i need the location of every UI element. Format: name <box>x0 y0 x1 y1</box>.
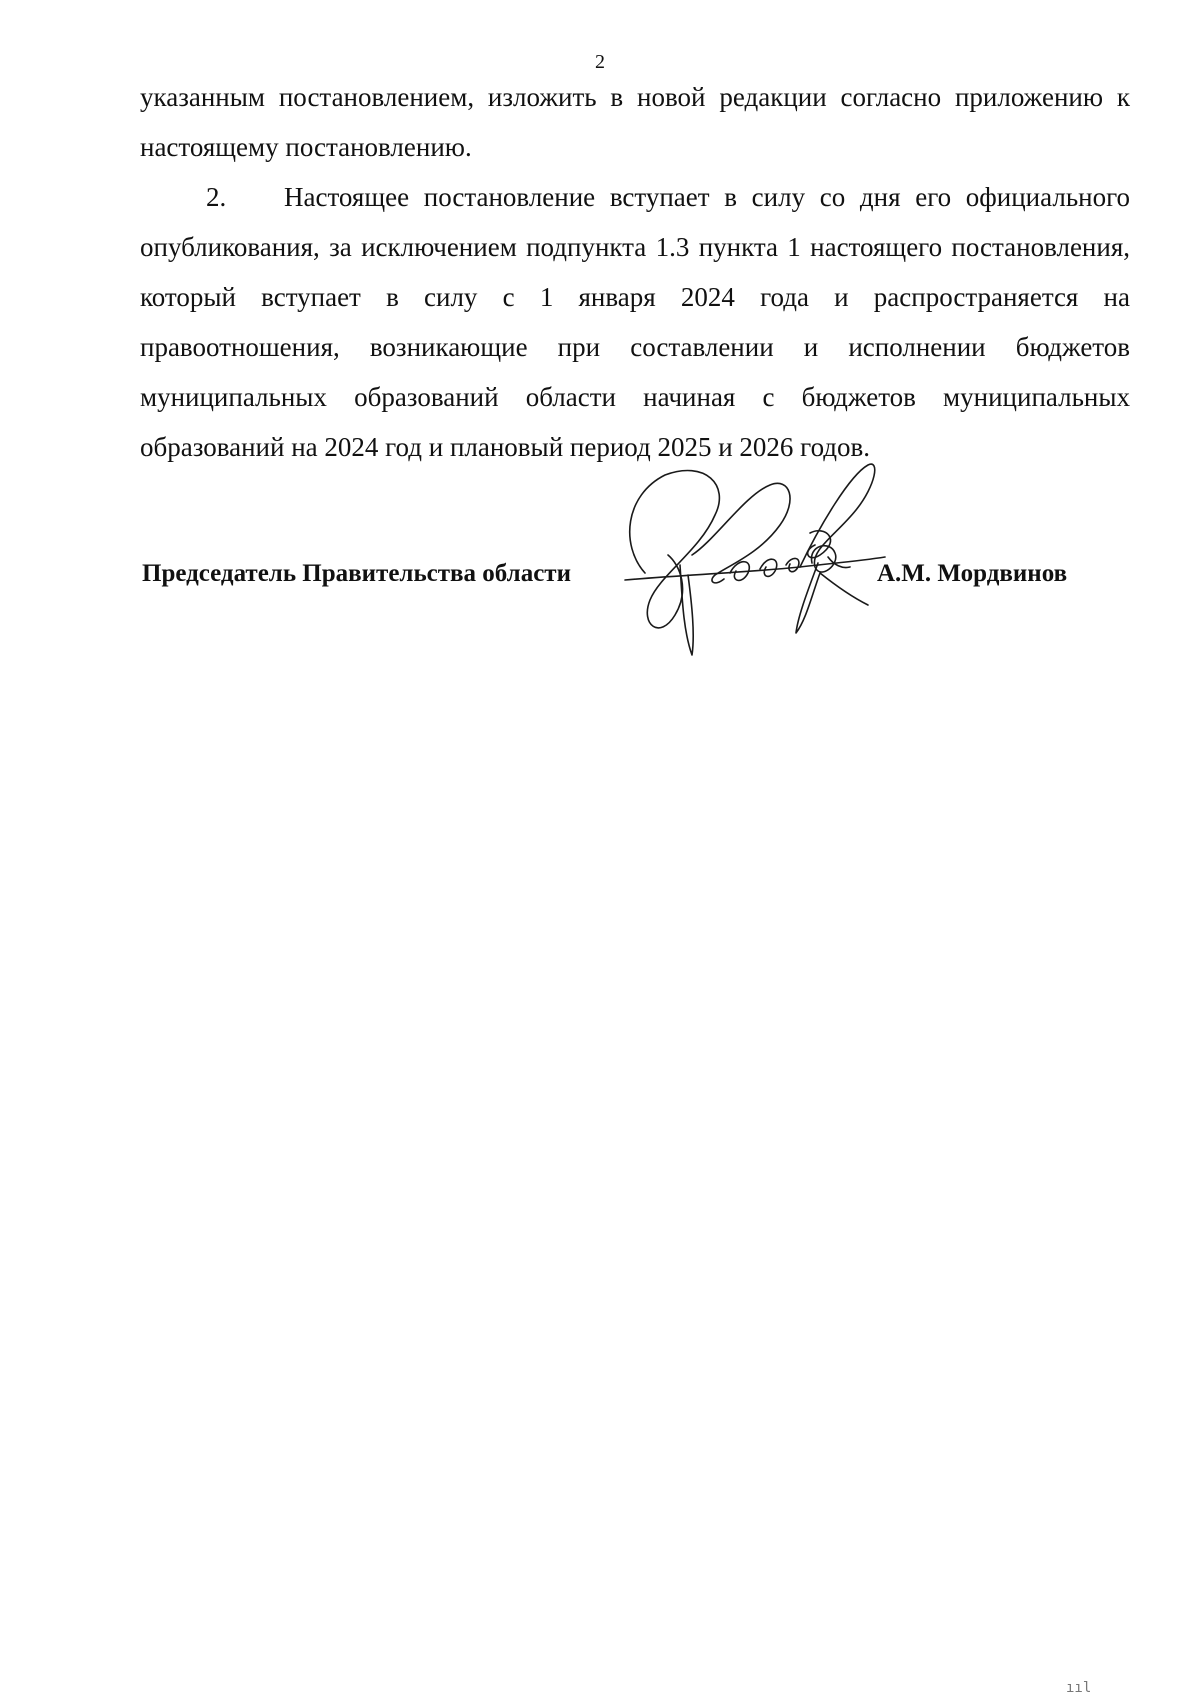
paragraph-item-2 <box>140 172 1130 472</box>
signatory-position-title: Председатель Правительства области <box>142 560 571 587</box>
item-2-text: Настоящее постановление вступает в силу со дня его официального опубликования, за исключением подпункта 1.3 пункта 1 настоящего постановления, который вступает в силу с 1 января 2024 года и распространяется на правоотношения, возникающие при составлении и исполнении бюджетов муниципальных образований области начиная с бюджетов муниципальных образований на 2024 год и плановый период 2025 и 2026 годов. <box>140 182 1130 462</box>
item-number: 2. <box>206 182 227 212</box>
scan-mark: ııl <box>1066 1680 1092 1696</box>
document-body <box>140 72 1130 472</box>
signatory-name: А.М. Мордвинов <box>877 560 1068 587</box>
page-number: 2 <box>595 51 605 73</box>
paragraph-continuation: указанным постановлением, изложить в новой редакции согласно приложению к настоящему постановлению. <box>140 82 1130 162</box>
